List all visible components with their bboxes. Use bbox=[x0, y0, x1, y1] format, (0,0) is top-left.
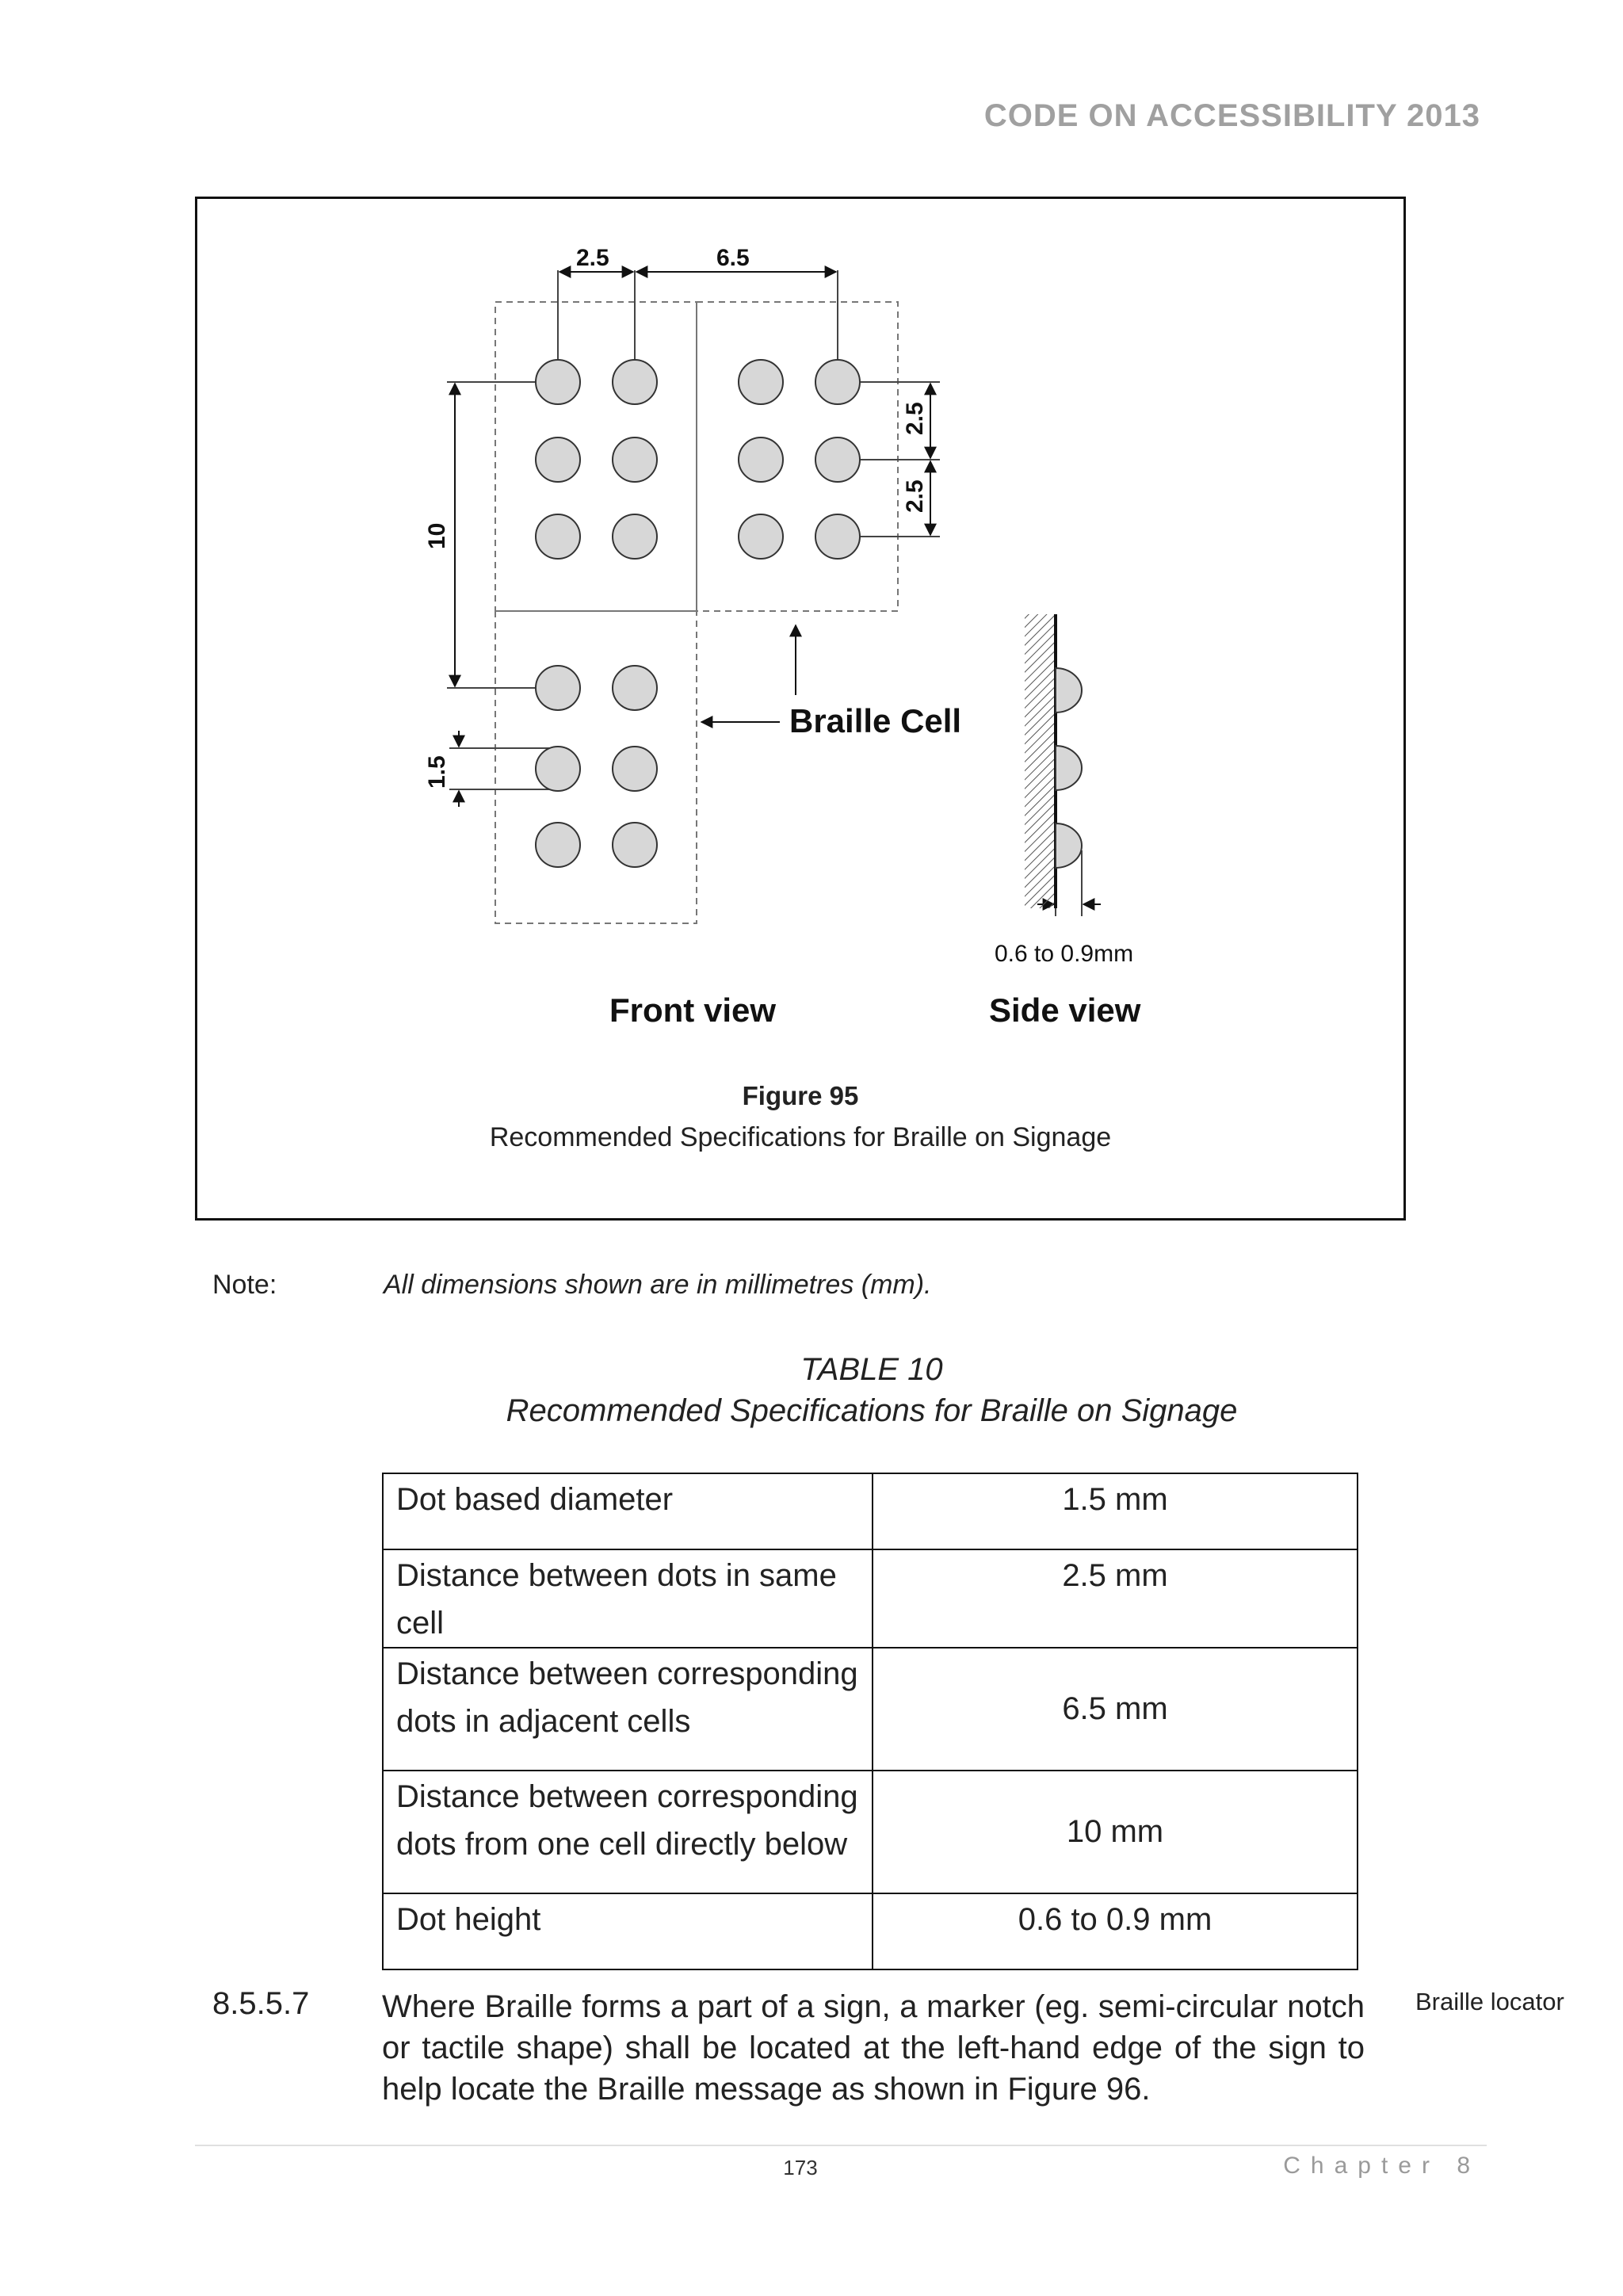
chapter-label: Chapter 8 bbox=[1283, 2153, 1480, 2179]
dim-dot-diameter: 1.5 bbox=[424, 755, 450, 789]
row-label: Distance between corresponding dots in adjacent cells bbox=[383, 1648, 873, 1771]
row-value: 6.5 mm bbox=[873, 1648, 1358, 1771]
braille-diagram bbox=[197, 199, 1403, 1218]
braille-dot bbox=[815, 360, 860, 404]
braille-dot bbox=[613, 666, 657, 710]
braille-dot bbox=[536, 747, 580, 791]
note-text: All dimensions shown are in millimetres (mm). bbox=[384, 1270, 932, 1300]
side-view-hatch bbox=[1025, 614, 1056, 908]
footer-rule bbox=[195, 2145, 1487, 2146]
dim-dot-height: 0.6 to 0.9mm bbox=[995, 941, 1134, 967]
dim-line-spacing: 10 bbox=[424, 522, 450, 549]
dim-dot-spacing-h: 2.5 bbox=[576, 245, 609, 271]
figure-number: Figure 95 bbox=[742, 1081, 859, 1110]
cell-outline-top-right bbox=[697, 302, 898, 611]
table-number: TABLE 10 bbox=[800, 1352, 943, 1387]
braille-dot bbox=[536, 437, 580, 482]
dim-cell-spacing: 6.5 bbox=[716, 245, 750, 271]
braille-dot bbox=[613, 823, 657, 867]
row-value: 2.5 mm bbox=[873, 1549, 1358, 1648]
clause-text: Where Braille forms a part of a sign, a marker (eg. semi-circular notch or tactile shape) shall be located at the left-hand edge of the sign to help locate the Braille message as shown in Figure 96. bbox=[382, 1989, 1365, 2107]
running-header: CODE ON ACCESSIBILITY 2013 bbox=[983, 98, 1480, 133]
braille-dot bbox=[613, 747, 657, 791]
clause-number: 8.5.5.7 bbox=[212, 1986, 310, 2021]
row-value: 0.6 to 0.9 mm bbox=[873, 1893, 1358, 1969]
row-label: Distance between dots in same cell bbox=[383, 1549, 873, 1648]
braille-dot bbox=[739, 514, 783, 559]
table-row bbox=[383, 1549, 1358, 1648]
cell-outline-top-left bbox=[495, 302, 697, 611]
braille-dot bbox=[739, 360, 783, 404]
braille-dot bbox=[536, 823, 580, 867]
cell-outline-bottom bbox=[495, 611, 697, 923]
spec-table bbox=[382, 1473, 1358, 1970]
braille-dot bbox=[815, 437, 860, 482]
front-view-label: Front view bbox=[609, 991, 777, 1029]
table-row bbox=[383, 1893, 1358, 1969]
side-view-dot bbox=[1056, 668, 1082, 712]
braille-dot bbox=[536, 666, 580, 710]
table-row bbox=[383, 1473, 1358, 1549]
braille-dot bbox=[613, 514, 657, 559]
braille-dot bbox=[536, 514, 580, 559]
row-value: 10 mm bbox=[873, 1771, 1358, 1893]
dim-dot-spacing-v1: 2.5 bbox=[902, 402, 928, 435]
table-title: Recommended Specifications for Braille on Signage bbox=[506, 1393, 1238, 1428]
braille-dot bbox=[739, 437, 783, 482]
figure-title: Recommended Specifications for Braille on Signage bbox=[489, 1122, 1112, 1152]
side-note: Braille locator bbox=[1415, 1988, 1564, 2015]
table-row bbox=[383, 1648, 1358, 1771]
figure-frame bbox=[195, 197, 1406, 1221]
side-view-label: Side view bbox=[989, 991, 1141, 1029]
braille-dot bbox=[815, 514, 860, 559]
braille-dot bbox=[536, 360, 580, 404]
braille-cell-label: Braille Cell bbox=[789, 702, 962, 739]
side-view-dot bbox=[1056, 823, 1082, 868]
row-value: 1.5 mm bbox=[873, 1473, 1358, 1549]
braille-dot bbox=[613, 360, 657, 404]
note-label: Note: bbox=[212, 1270, 277, 1300]
dim-dot-spacing-v2: 2.5 bbox=[902, 479, 928, 513]
braille-dot bbox=[613, 437, 657, 482]
row-label: Distance between corresponding dots from one cell directly below bbox=[383, 1771, 873, 1893]
row-label: Dot based diameter bbox=[383, 1473, 873, 1549]
page-number: 173 bbox=[783, 2156, 818, 2179]
table-row bbox=[383, 1771, 1358, 1893]
side-view-dot bbox=[1056, 746, 1082, 790]
row-label: Dot height bbox=[383, 1893, 873, 1969]
